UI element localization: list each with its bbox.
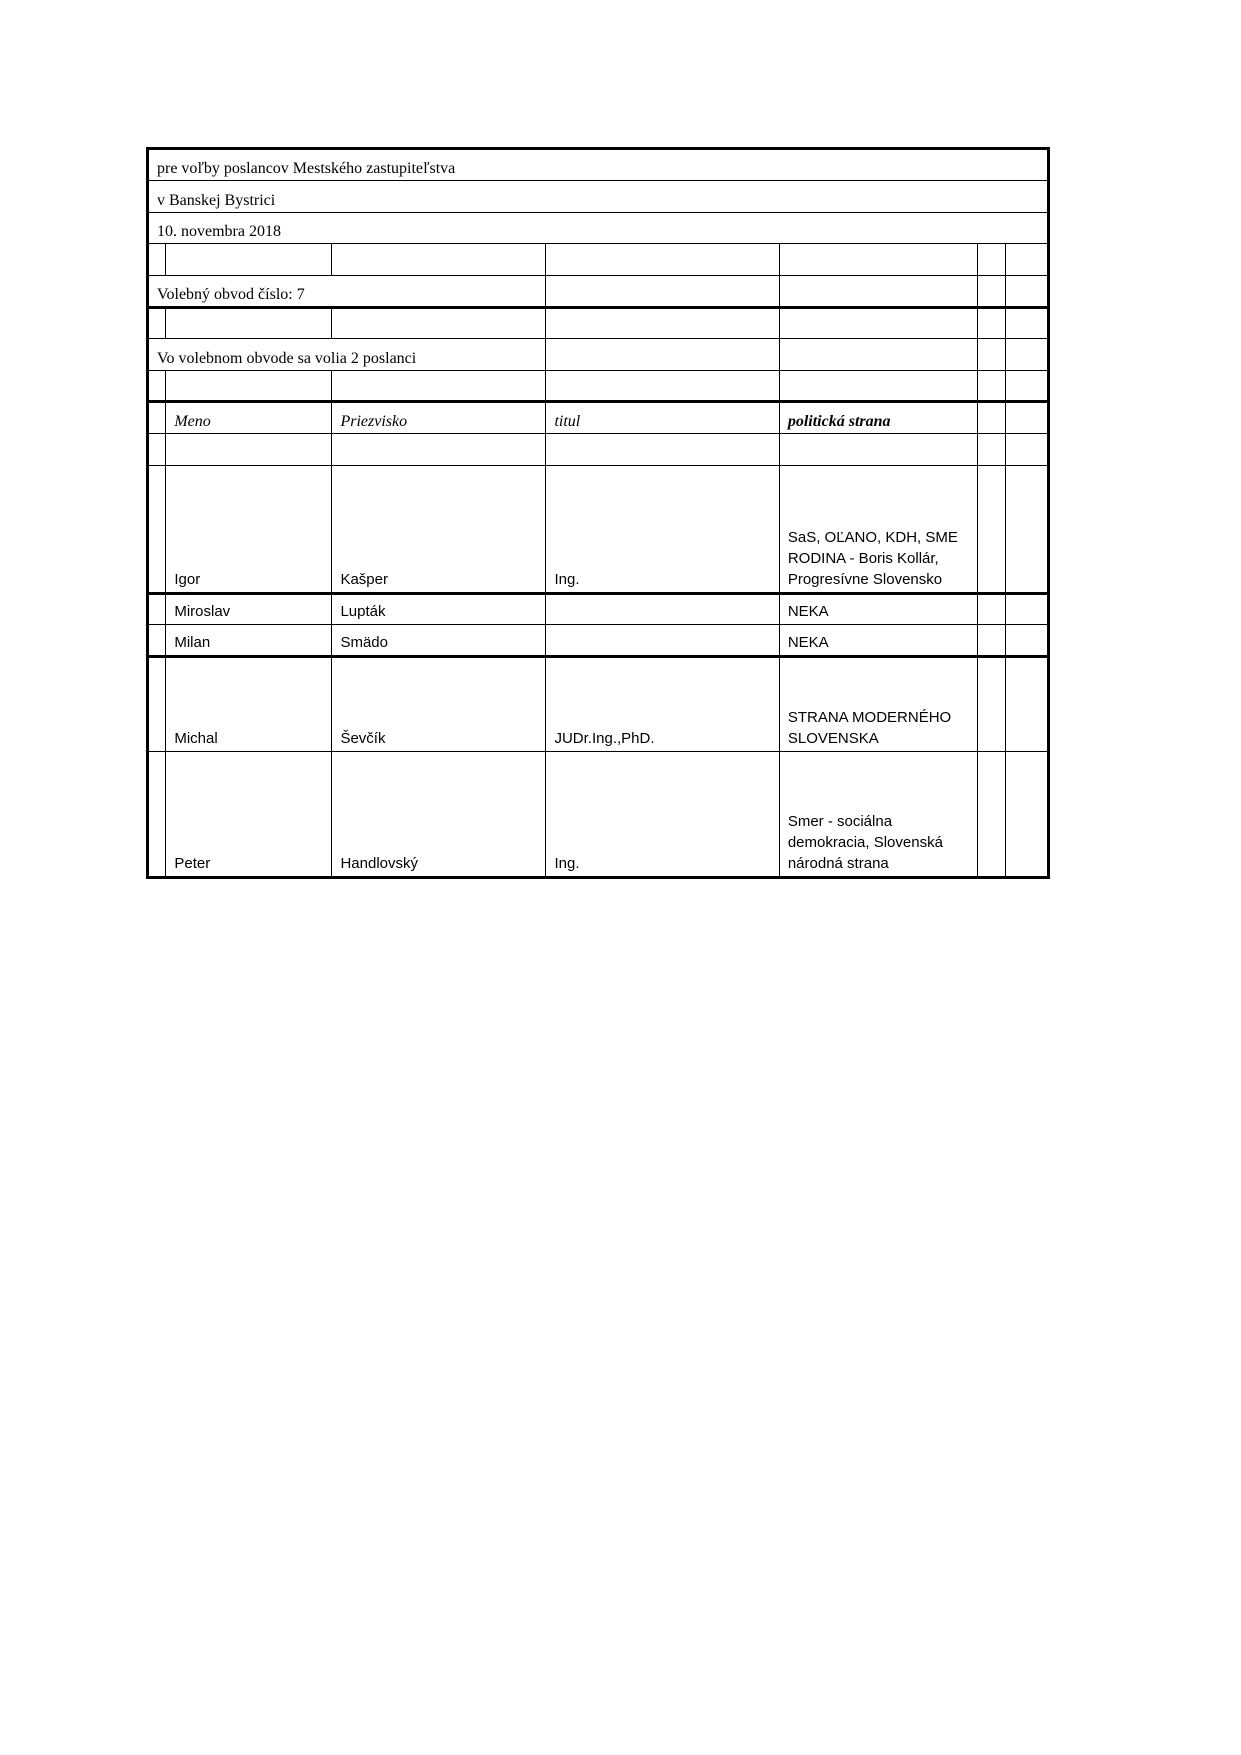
spacer-row [148,308,1049,339]
blank-cell [779,434,977,466]
table-row [148,625,1049,657]
blank-cell [546,276,779,308]
heading-line-1: pre voľby poslancov Mestského zastupiteľstva [148,149,1049,181]
candidate-title: JUDr.Ing.,PhD. [546,657,779,752]
blank-cell [977,752,1006,878]
blank-cell [1006,594,1049,625]
blank-cell [1006,752,1049,878]
column-header-row [148,402,1049,434]
spacer-row [148,244,1049,276]
blank-cell [148,402,166,434]
seats-count: Vo volebnom obvode sa volia 2 poslanci [148,339,546,371]
candidate-last-name: Smädo [332,625,546,657]
blank-cell [977,308,1006,339]
spacer-row [148,371,1049,402]
district-number: Volebný obvod číslo: 7 [148,276,546,308]
blank-cell [1006,625,1049,657]
blank-cell [779,371,977,402]
blank-cell [977,466,1006,594]
blank-cell [148,308,166,339]
blank-cell [332,434,546,466]
election-date: 10. novembra 2018 [148,213,1049,244]
checkbox-cell[interactable] [148,657,166,752]
header-last-name: Priezvisko [332,402,546,434]
header-party: politická strana [779,402,977,434]
candidate-first-name: Milan [166,625,332,657]
candidate-first-name: Igor [166,466,332,594]
candidate-title: Ing. [546,752,779,878]
candidate-party: NEKA [779,594,977,625]
blank-cell [1006,244,1049,276]
blank-cell [977,625,1006,657]
checkbox-cell[interactable] [148,594,166,625]
candidate-party: NEKA [779,625,977,657]
candidate-title [546,594,779,625]
blank-cell [779,244,977,276]
candidate-first-name: Miroslav [166,594,332,625]
blank-cell [977,402,1006,434]
date-row [148,213,1049,244]
blank-cell [166,244,332,276]
candidate-title: Ing. [546,466,779,594]
district-row [148,276,1049,308]
checkbox-cell[interactable] [148,752,166,878]
blank-cell [1006,371,1049,402]
heading-row-2 [148,181,1049,213]
candidate-title [546,625,779,657]
blank-cell [332,371,546,402]
blank-cell [779,308,977,339]
blank-cell [977,657,1006,752]
blank-cell [1006,466,1049,594]
candidate-first-name: Peter [166,752,332,878]
blank-cell [546,339,779,371]
blank-cell [546,434,779,466]
blank-cell [1006,308,1049,339]
blank-cell [332,308,546,339]
table-row [148,657,1049,752]
candidate-last-name: Handlovský [332,752,546,878]
blank-cell [166,308,332,339]
blank-cell [546,244,779,276]
blank-cell [1006,657,1049,752]
blank-cell [166,371,332,402]
blank-cell [779,276,977,308]
blank-cell [977,594,1006,625]
checkbox-cell[interactable] [148,625,166,657]
blank-cell [546,371,779,402]
candidate-first-name: Michal [166,657,332,752]
blank-cell [779,339,977,371]
table-row [148,466,1049,594]
seats-row [148,339,1049,371]
blank-cell [1006,276,1049,308]
heading-line-2: v Banskej Bystrici [148,181,1049,213]
candidate-last-name: Lupták [332,594,546,625]
candidate-last-name: Ševčík [332,657,546,752]
blank-cell [977,244,1006,276]
candidate-party: STRANA MODERNÉHO SLOVENSKA [779,657,977,752]
blank-cell [148,371,166,402]
spacer-row [148,434,1049,466]
blank-cell [977,339,1006,371]
blank-cell [977,276,1006,308]
blank-cell [546,308,779,339]
blank-cell [977,371,1006,402]
ballot-table [146,147,1050,879]
blank-cell [1006,402,1049,434]
blank-cell [148,244,166,276]
candidate-last-name: Kašper [332,466,546,594]
table-row [148,752,1049,878]
blank-cell [148,434,166,466]
blank-cell [977,434,1006,466]
heading-row-1 [148,149,1049,181]
blank-cell [166,434,332,466]
table-row [148,594,1049,625]
blank-cell [332,244,546,276]
blank-cell [1006,434,1049,466]
blank-cell [1006,339,1049,371]
header-title: titul [546,402,779,434]
candidate-party: SaS, OĽANO, KDH, SME RODINA - Boris Kollár, Progresívne Slovensko [779,466,977,594]
header-first-name: Meno [166,402,332,434]
ballot-sheet [146,147,1046,879]
checkbox-cell[interactable] [148,466,166,594]
candidate-party: Smer - sociálna demokracia, Slovenská národná strana [779,752,977,878]
